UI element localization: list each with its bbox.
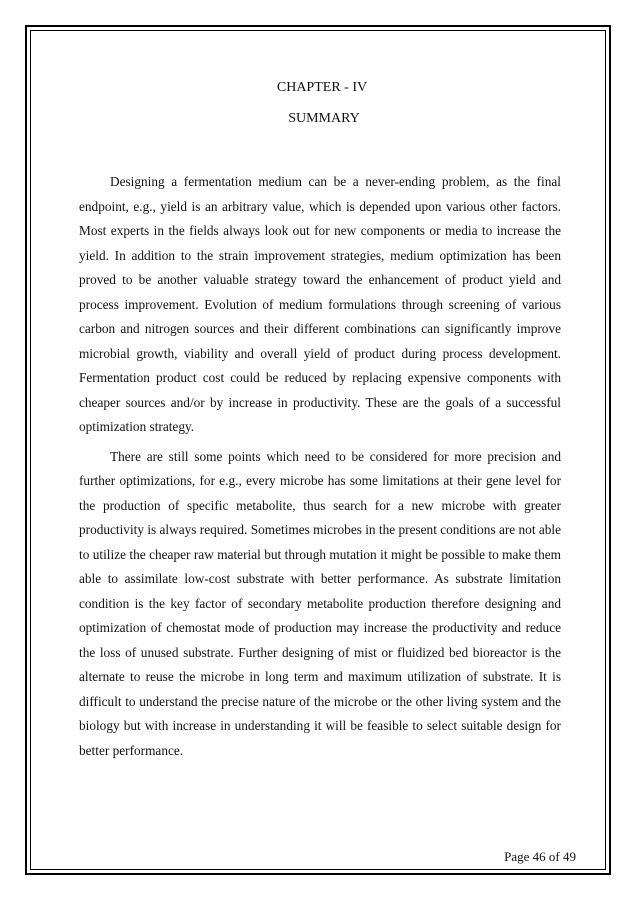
section-title: SUMMARY	[288, 111, 360, 126]
page-number: Page 46 of 49	[504, 849, 576, 864]
body-text	[79, 170, 561, 763]
chapter-heading: CHAPTER - IV	[276, 80, 368, 95]
paragraph-2: There are still some points which need to be considered for more precision and further optimizations, for e.g., every microbe has some limitations at their gene level for the production of specific metabolite, thus search for a new microbe with greater productivity is always required. Sometimes microbes in the present conditions are not able to utilize the cheaper raw material but through mutation it might be possible to make them able to assimilate low-cost substrate with better performance. As substrate limitation condition is the key factor of secondary metabolite production therefore designing and optimization of chemostat mode of production may increase the productivity and reduce the loss of unused substrate. Further designing of mist or fluidized bed bioreactor is the alternate to reuse the microbe in long term and maximum utilization of substrate. It is difficult to understand the precise nature of the microbe or the other living system and the biology but with increase in understanding it will be feasible to select suitable design for better performance.	[79, 448, 561, 758]
paragraph-1: Designing a fermentation medium can be a never-ending problem, as the final endpoint, e.g., yield is an arbitrary value, which is depended upon various other factors. Most experts in the fields always look out for new components or media to increase the yield. In addition to the strain improvement strategies, medium optimization has been proved to be another valuable strategy toward the enhancement of product yield and process improvement. Evolution of medium formulations through screening of various carbon and nitrogen sources and their different combinations can significantly improve microbial growth, viability and overall yield of product during process development. Fermentation product cost could be reduced by replacing expensive components with cheaper sources and/or by increase in productivity. These are the goals of a successful optimization strategy.	[79, 174, 561, 434]
